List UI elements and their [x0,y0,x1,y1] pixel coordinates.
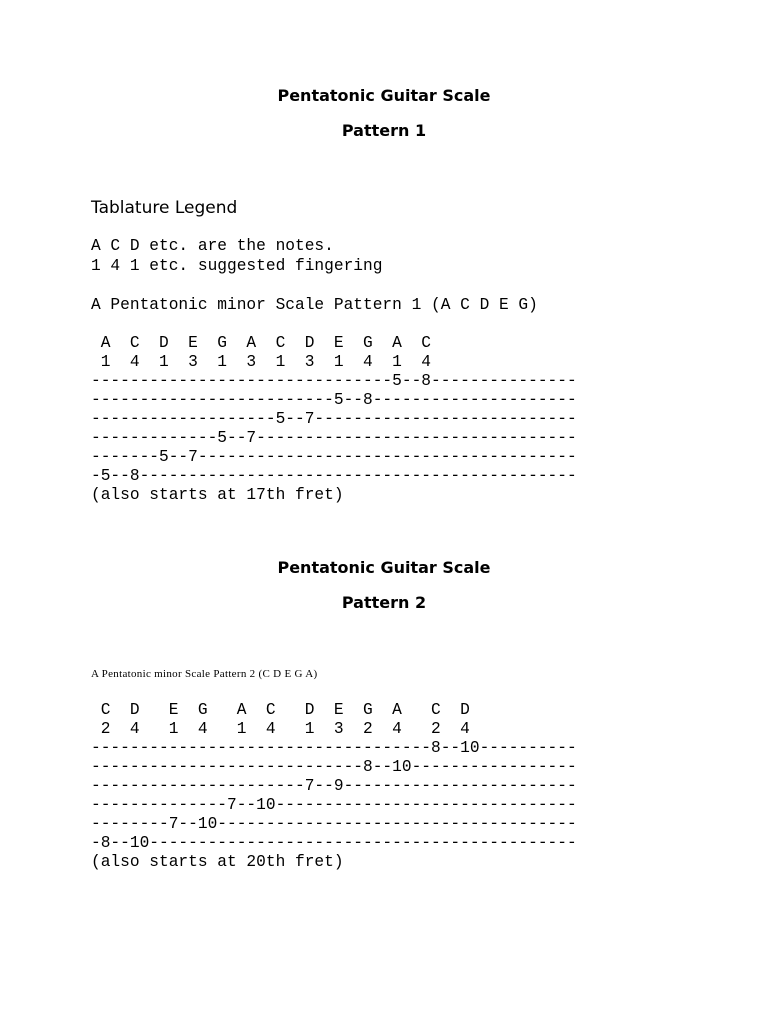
tab-string-line: -5--8--------------------------------------------- [91,467,577,485]
tab-string-line: -----------------------------------8--10---------- [91,739,577,757]
tab-string-line: -------------5--7--------------------------------- [91,429,577,447]
page-title-2: Pentatonic Guitar Scale [277,558,491,577]
tab-string-line: ----------------------------8--10----------------- [91,758,577,776]
pattern-subtitle-1: Pattern 1 [341,121,427,140]
tab-notes-row: A C D E G A C D E G A C [91,334,431,352]
tab-string-line: -8--10-------------------------------------------- [91,834,577,852]
legend-line-notes: A C D etc. are the notes. [91,237,334,255]
tab-string-line: --------------7--10------------------------------- [91,796,577,814]
page-title-1: Pentatonic Guitar Scale [277,86,491,105]
tab-string-line: -------------------5--7--------------------------- [91,410,577,428]
legend-line-fingering: 1 4 1 etc. suggested fingering [91,257,383,275]
tab-block-1 [91,334,577,505]
tab-fret-note: (also starts at 20th fret) [91,853,344,871]
tab-string-line: --------7--10------------------------------------- [91,815,577,833]
tab-fingering-row: 2 4 1 4 1 4 1 3 2 4 2 4 [91,720,470,738]
tab-string-line: -------------------------5--8--------------------- [91,391,577,409]
tab-fingering-row: 1 4 1 3 1 3 1 3 1 4 1 4 [91,353,431,371]
tablature-legend-heading: Tablature Legend [91,198,238,218]
tab-notes-row: C D E G A C D E G A C D [91,701,470,719]
tab-string-line: -------5--7--------------------------------------- [91,448,577,466]
pattern-subtitle-2: Pattern 2 [341,593,427,612]
tab-fret-note: (also starts at 17th fret) [91,486,344,504]
scale-title-2: A Pentatonic minor Scale Pattern 2 (C D E G A) [91,668,318,680]
tab-string-line: -------------------------------5--8--------------- [91,372,577,390]
tab-block-2 [91,701,577,872]
tab-string-line: ----------------------7--9------------------------ [91,777,577,795]
scale-title-1: A Pentatonic minor Scale Pattern 1 (A C D E G) [91,296,538,314]
